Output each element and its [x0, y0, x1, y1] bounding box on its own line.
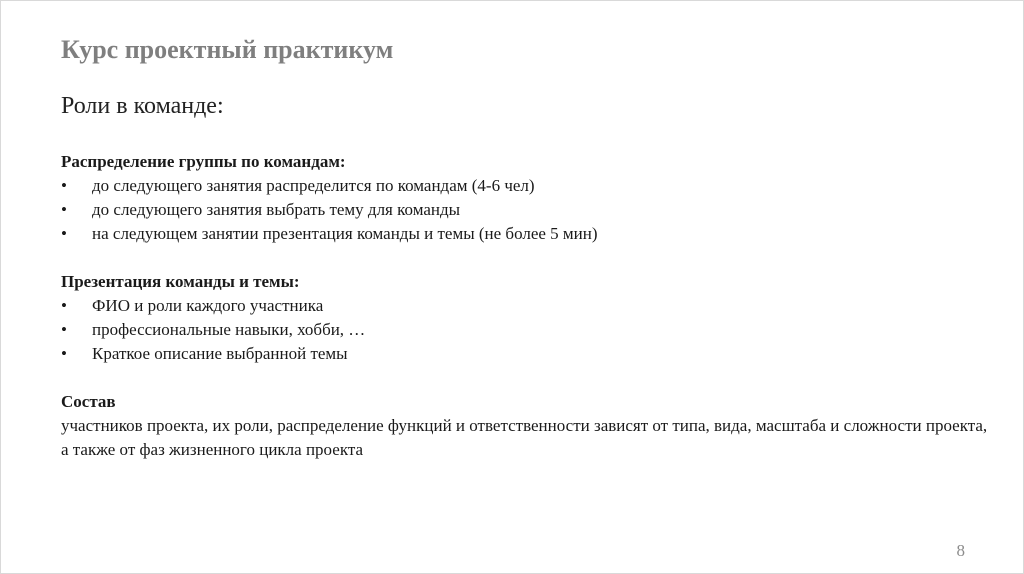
bullet-list-presentation [61, 294, 1001, 366]
list-item [61, 294, 1001, 318]
list-item-text: до следующего занятия распределится по командам (4-6 чел) [92, 176, 535, 195]
bullet-icon: • [61, 320, 67, 339]
section-heading-composition: Состав [61, 392, 116, 411]
section-heading-presentation: Презентация команды и темы: [61, 272, 300, 291]
composition-paragraph: участников проекта, их роли, распределение функций и ответственности зависят от типа, вида, масштаба и сложности проекта, а также от фаз жизненного цикла проекта [61, 416, 988, 459]
list-item [61, 174, 1001, 198]
bullet-icon: • [61, 200, 67, 219]
slide-body [61, 150, 1001, 462]
spacer [61, 366, 1001, 390]
bullet-icon: • [61, 344, 67, 363]
bullet-list-distribution [61, 174, 1001, 246]
spacer [61, 246, 1001, 270]
list-item [61, 342, 1001, 366]
list-item-text: Краткое описание выбранной темы [92, 344, 348, 363]
bullet-icon: • [61, 224, 67, 243]
bullet-icon: • [61, 176, 67, 195]
slide-title: Курс проектный практикум [61, 35, 394, 64]
list-item-text: до следующего занятия выбрать тему для команды [92, 200, 461, 219]
section-heading-distribution: Распределение группы по командам: [61, 152, 346, 171]
list-item [61, 318, 1001, 342]
list-item-text: ФИО и роли каждого участника [92, 296, 324, 315]
bullet-icon: • [61, 296, 67, 315]
list-item [61, 222, 1001, 246]
list-item-text: на следующем занятии презентация команды и темы (не более 5 мин) [92, 224, 598, 243]
list-item [61, 198, 1001, 222]
list-item-text: профессиональные навыки, хобби, … [92, 320, 366, 339]
slide-subtitle: Роли в команде: [61, 93, 224, 119]
page-number: 8 [956, 541, 965, 560]
